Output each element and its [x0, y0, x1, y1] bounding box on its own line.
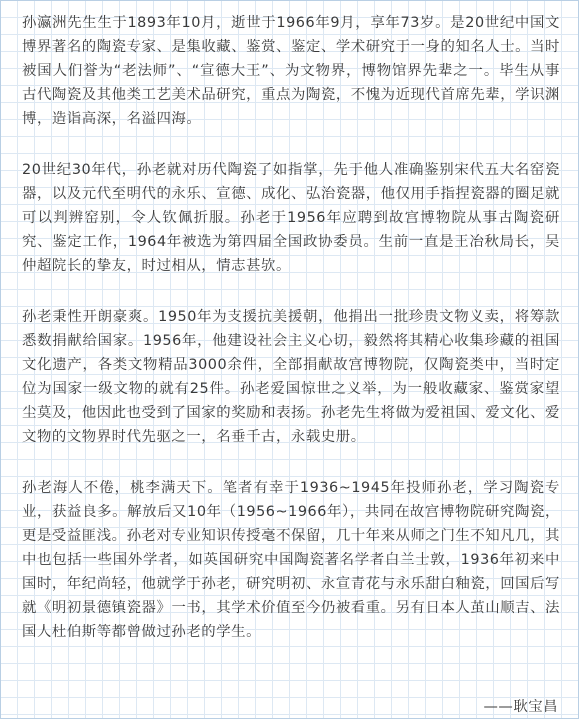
paragraph-2: 20世纪30年代，孙老就对历代陶瓷了如指掌，先于他人准确鉴别宋代五大名窑瓷器，以及元代至明代的永乐、宣德、成化、弘治瓷器，他仅用手指捏瓷器的圈足就可以判辨窑别，令人钦佩折服。孙老于1956年应聘到故宫博物院从事古陶瓷研究、鉴定工作，1964年被选为第四届全国政协委员。生前一直是王冶秋局长，吴仲超院长的挚友，时过相从，情志甚欤。	[22, 162, 560, 274]
paragraph-3: 孙老秉性开朗豪爽。1950年为支援抗美援朝，他捐出一批珍贵文物义卖，将筹款悉数捐献给国家。1956年，他建设社会主义心切，毅然将其精心收集珍藏的祖国文化遗产，各类文物精品3000余件，全部捐献故宫博物院，仅陶瓷类中，当时定位为国家一级文物的就有25件。孙老爱国惊世之义举，为一般收藏家、鉴赏家望尘莫及，他因此也受到了国家的奖励和表扬。孙老先生将做为爱祖国、爱文化、爱文物的文物界时代先驱之一，名垂千古，永载史册。	[22, 309, 560, 445]
paragraph-1: 孙瀛洲先生生于1893年10月，逝世于1966年9月，享年73岁。是20世纪中国文博界著名的陶瓷专家、是集收藏、鉴赏、鉴定、学术研究于一身的知名人士。当时被国人们誉为“老法师”、“宣德大王”、为文物界，博物馆界先辈之一。毕生从事古代陶瓷及其他类工艺美术品研究，重点为陶瓷，不愧为近现代首席先辈，学识渊博，造诣高深，名溢四海。	[22, 15, 560, 127]
paragraph-4: 孙老海人不倦，桃李满天下。笔者有幸于1936~1945年投师孙老，学习陶瓷专业，获益良多。解放后又10年（1956~1966年），共同在故宫博物院研究陶瓷，更是受益匪浅。孙老对专业知识传授毫不保留，几十年来从师之门生不知凡几，其中也包括一些国外学者，如英国研究中国陶瓷著名学者白兰士敦，1936年初来中国时，年纪尚轻，他就学于孙老，研究明初、永宣青花与永乐甜白釉瓷，回国后写就《明初景德镇瓷器》一书，其学术价值至今仍被看重。另有日本人茧山顺吉、法国人杜伯斯等都曾做过孙老的学生。	[22, 480, 560, 640]
article-body	[22, 11, 560, 644]
author-signature: ——耿宝昌	[483, 699, 558, 715]
